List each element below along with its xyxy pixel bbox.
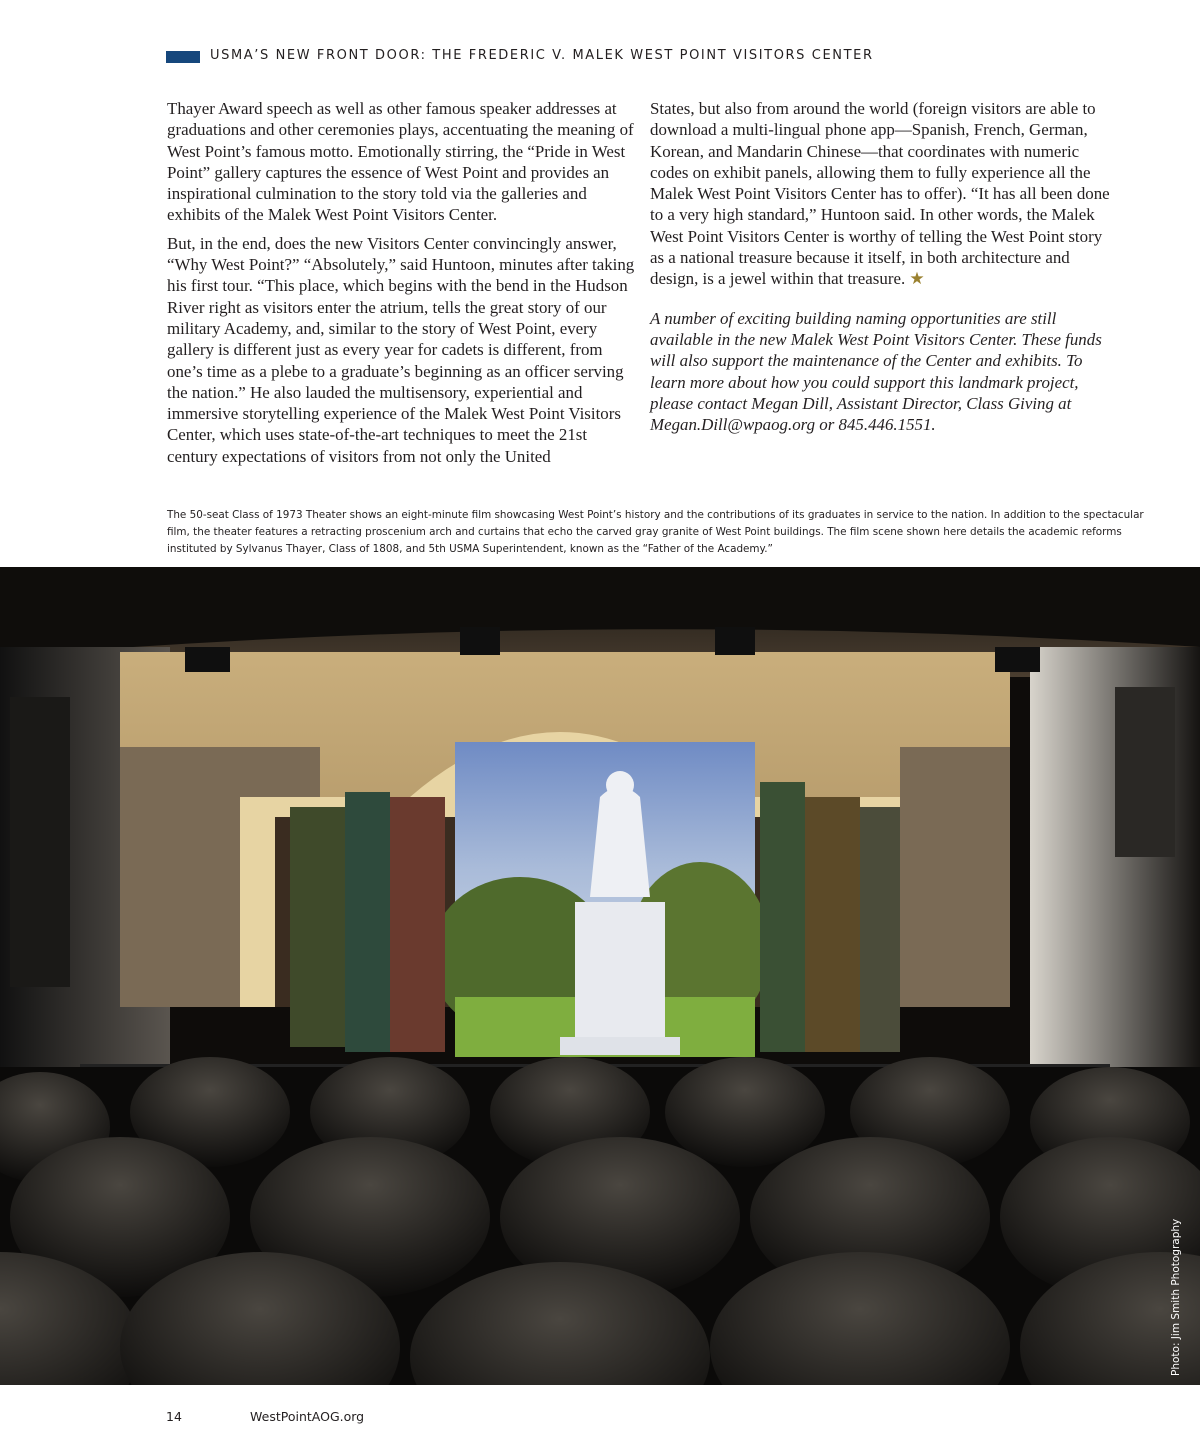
end-star-icon: ★ [909,269,925,289]
article-paragraph: Thayer Award speech as well as other famous speaker addresses at graduations and other ceremonies plays, accentuating the meaning of West Point’s famous motto. Emotionally stirring, the “Pride in West Point” gallery captures the essence of West Point and provides an inspirational culmination to the story told via the galleries and exhibits of the Malek West Point Visitors Center. [167,99,634,225]
article-column-right [650,98,1120,442]
theater-photo [0,567,1200,1385]
donation-note: A number of exciting building naming opportunities are still available in the new Malek West Point Visitors Center. These funds will also support the maintenance of the Center and exhibits. To learn more about how you could support this landmark project, please contact Megan Dill, Assistant Director, Class Giving at Megan.Dill@wpaog.org or 845.446.1551. [650,308,1102,435]
footer-site-link[interactable]: WestPointAOG.org [250,1409,365,1424]
header-accent-bar [166,51,200,63]
photo-caption: The 50-seat Class of 1973 Theater shows an eight-minute film showcasing West Point’s history and the contributions of its graduates in service to the nation. In addition to the spectacular film, the theater features a retracting proscenium arch and curtains that echo the carved gray granite of West Point buildings. The film scene shown here details the academic reforms instituted by Sylvanus Thayer, Class of 1808, and 5th USMA Superintendent, known as the “Father of the Academy.” [167,509,1144,555]
article-paragraph-text: States, but also from around the world (foreign visitors are able to download a multi-lingual phone app—Spanish, French, German, Korean, and Mandarin Chinese—that coordinates with numeric codes on exhibit panels, allowing them to fully experience all the Malek West Point Visitors Center has to offer). “It has all been done to a very high standard,” Huntoon said. In other words, the Malek West Point Visitors Center is worthy of telling the West Point story as a national treasure because it itself, in both architecture and design, is a jewel within that treasure. [650,99,1110,289]
photo-credit: Photo: Jim Smith Photography [1170,1218,1182,1376]
running-header: USMA’S NEW FRONT DOOR: THE FREDERIC V. MALEK WEST POINT VISITORS CENTER [210,48,874,63]
article-paragraph: But, in the end, does the new Visitors Center convincingly answer, “Why West Point?” “Absolutely,” said Huntoon, minutes after taking his first tour. “This place, which begins with the bend in the Hudson River right as visitors enter the atrium, tells the great story of our military Academy, and, similar to the story of West Point, every gallery is different just as every year for cadets is different, from one’s time as a plebe to a graduate’s beginning as an officer serving the nation.” He also lauded the multisensory, experiential and immersive storytelling experience of the Malek West Point Visitors Center, which uses state-of-the-art techniques to meet the 21st century expectations of visitors from not only the United [167,233,635,466]
page-number: 14 [166,1409,182,1424]
article-column-left [167,98,637,474]
article-paragraph [650,98,1120,290]
